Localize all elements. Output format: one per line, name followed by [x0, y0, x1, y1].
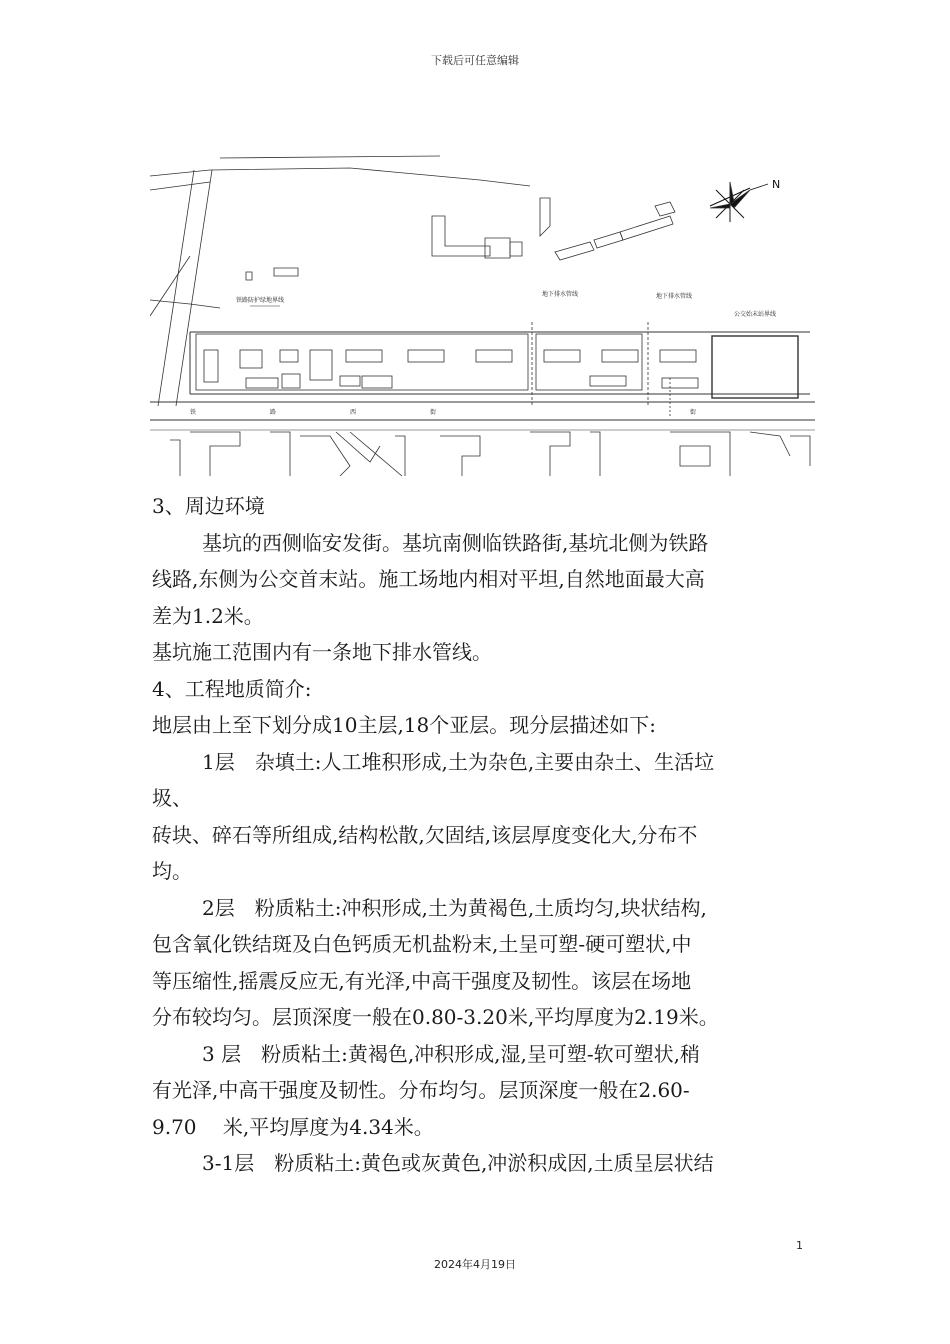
north-label: N [772, 178, 781, 191]
page-number: 1 [796, 1239, 803, 1252]
paragraph-line: 1层 杂填土:人工堆积形成,土为杂色,主要由杂土、生活垃 [202, 749, 715, 774]
paragraph-line: 等压缩性,摇震反应无,有光泽,中高干强度及韧性。该层在场地 [152, 968, 692, 993]
road-label-4: 街 [430, 409, 437, 416]
paragraph-line: 砖块、碎石等所组成,结构松散,欠固结,该层厚度变化大,分布不 [152, 822, 698, 847]
paragraph-line: 线路,东侧为公交首末站。施工场地内相对平坦,自然地面最大高 [152, 567, 705, 591]
road-label-5: 街 [690, 409, 697, 416]
bus-station-label: 公交始末站界线 [734, 311, 777, 318]
drain-line-label-1: 地下排水管线 [542, 291, 579, 298]
drain-line-label-2: 地下排水管线 [656, 293, 693, 300]
paragraph-line: 基坑施工范围内有一条地下排水管线。 [152, 640, 492, 664]
road-label-2: 路 [270, 409, 277, 416]
paragraph-line: 3 层 粉质粘土:黄褐色,冲积形成,湿,呈可塑-软可塑状,稍 [202, 1041, 701, 1066]
paragraph-line: 均。 [152, 859, 192, 883]
page-header: 下载后可任意编辑 [431, 54, 519, 67]
page-footer-date: 2024年4月19日 [434, 1258, 516, 1271]
railway-boundary-label: 铁路防护绿地界线 [236, 297, 285, 304]
site-plan-drawing [150, 146, 815, 476]
road-label-3: 西 [350, 409, 357, 416]
paragraph-line: 圾、 [152, 786, 192, 810]
road-label-1: 铁 [190, 409, 197, 416]
paragraph-line: 基坑的西侧临安发街。基坑南侧临铁路街,基坑北侧为铁路 [202, 530, 709, 555]
paragraph-line: 分布较均匀。层顶深度一般在0.80-3.20米,平均厚度为2.19米。 [152, 1005, 719, 1029]
section-heading-environment: 3、周边环境 [152, 494, 265, 518]
paragraph-line: 2层 粉质粘土:冲积形成,土为黄褐色,土质均匀,块状结构, [202, 895, 707, 920]
paragraph-line: 有光泽,中高干强度及韧性。分布均匀。层顶深度一般在2.60- [152, 1078, 690, 1102]
paragraph-line: 包含氧化铁结斑及白色钙质无机盐粉末,土呈可塑-硬可塑状,中 [152, 932, 692, 956]
paragraph-line: 9.70 米,平均厚度为4.34米。 [152, 1114, 434, 1139]
section-heading-geology: 4、工程地质简介: [152, 676, 312, 701]
paragraph-line: 地层由上至下划分成10主层,18个亚层。现分层描述如下: [152, 713, 656, 737]
document-body [152, 488, 812, 1182]
paragraph-line: 3-1层 粉质粘土:黄色或灰黄色,冲淤积成因,土质呈层状结 [202, 1151, 714, 1175]
paragraph-line: 差为1.2米。 [152, 603, 264, 628]
